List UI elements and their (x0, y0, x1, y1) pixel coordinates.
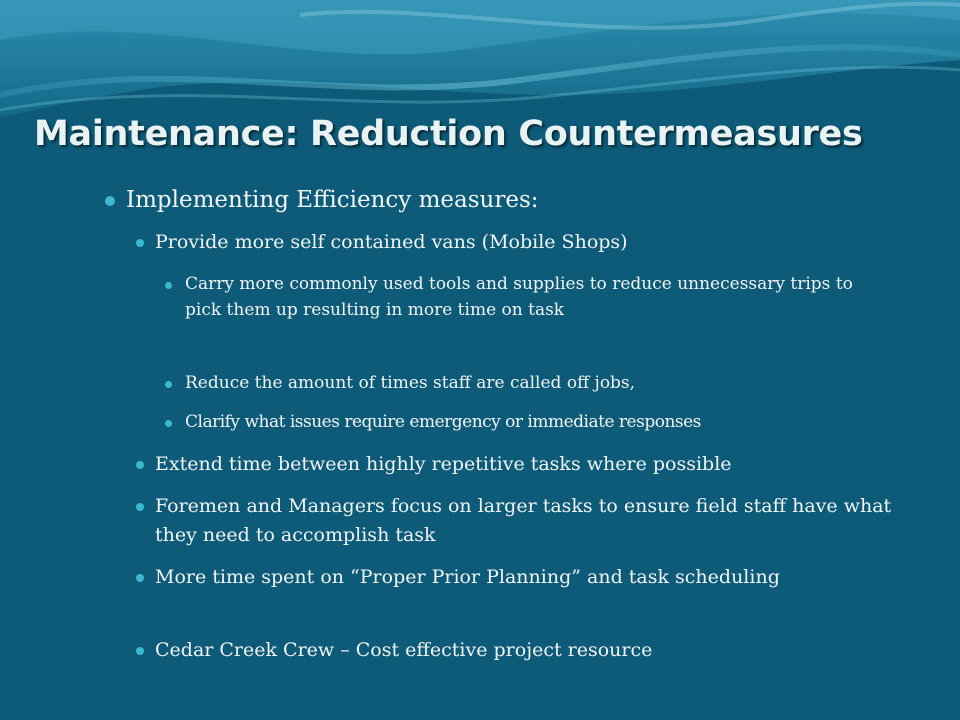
bullet-level2-1: Provide more self contained vans (Mobile Shops) (155, 231, 628, 253)
bullet-dot (165, 420, 172, 427)
bullet-level2-2: Extend time between highly repetitive tasks where possible (155, 453, 732, 475)
bullet-level3-1: Carry more commonly used tools and supplies to reduce unnecessary trips to pick them up resulting in more time on task (185, 274, 853, 320)
bullet-level1-1: Implementing Efficiency measures: (126, 187, 539, 213)
bullet-dot (165, 282, 172, 289)
bullet-level2-3: Foremen and Managers focus on larger tasks to ensure field staff have what they need to accomplish task (155, 495, 892, 546)
bullet-dot (136, 574, 144, 582)
bullet-dot (136, 503, 144, 511)
bullet-level3-3: Clarify what issues require emergency or immediate responses (185, 412, 701, 432)
bullet-level2-4: More time spent on “Proper Prior Planning” and task scheduling (155, 566, 780, 588)
slide-title: Maintenance: Reduction Countermeasures (34, 114, 863, 154)
bullet-dot (136, 647, 144, 655)
bullet-dot (105, 196, 115, 206)
bullet-dot (136, 461, 144, 469)
bullet-dot (165, 381, 172, 388)
bullet-level2-5: Cedar Creek Crew – Cost effective project resource (155, 639, 653, 661)
bullet-dot (136, 239, 144, 247)
bullet-level3-2: Reduce the amount of times staff are called off jobs, (185, 373, 636, 393)
